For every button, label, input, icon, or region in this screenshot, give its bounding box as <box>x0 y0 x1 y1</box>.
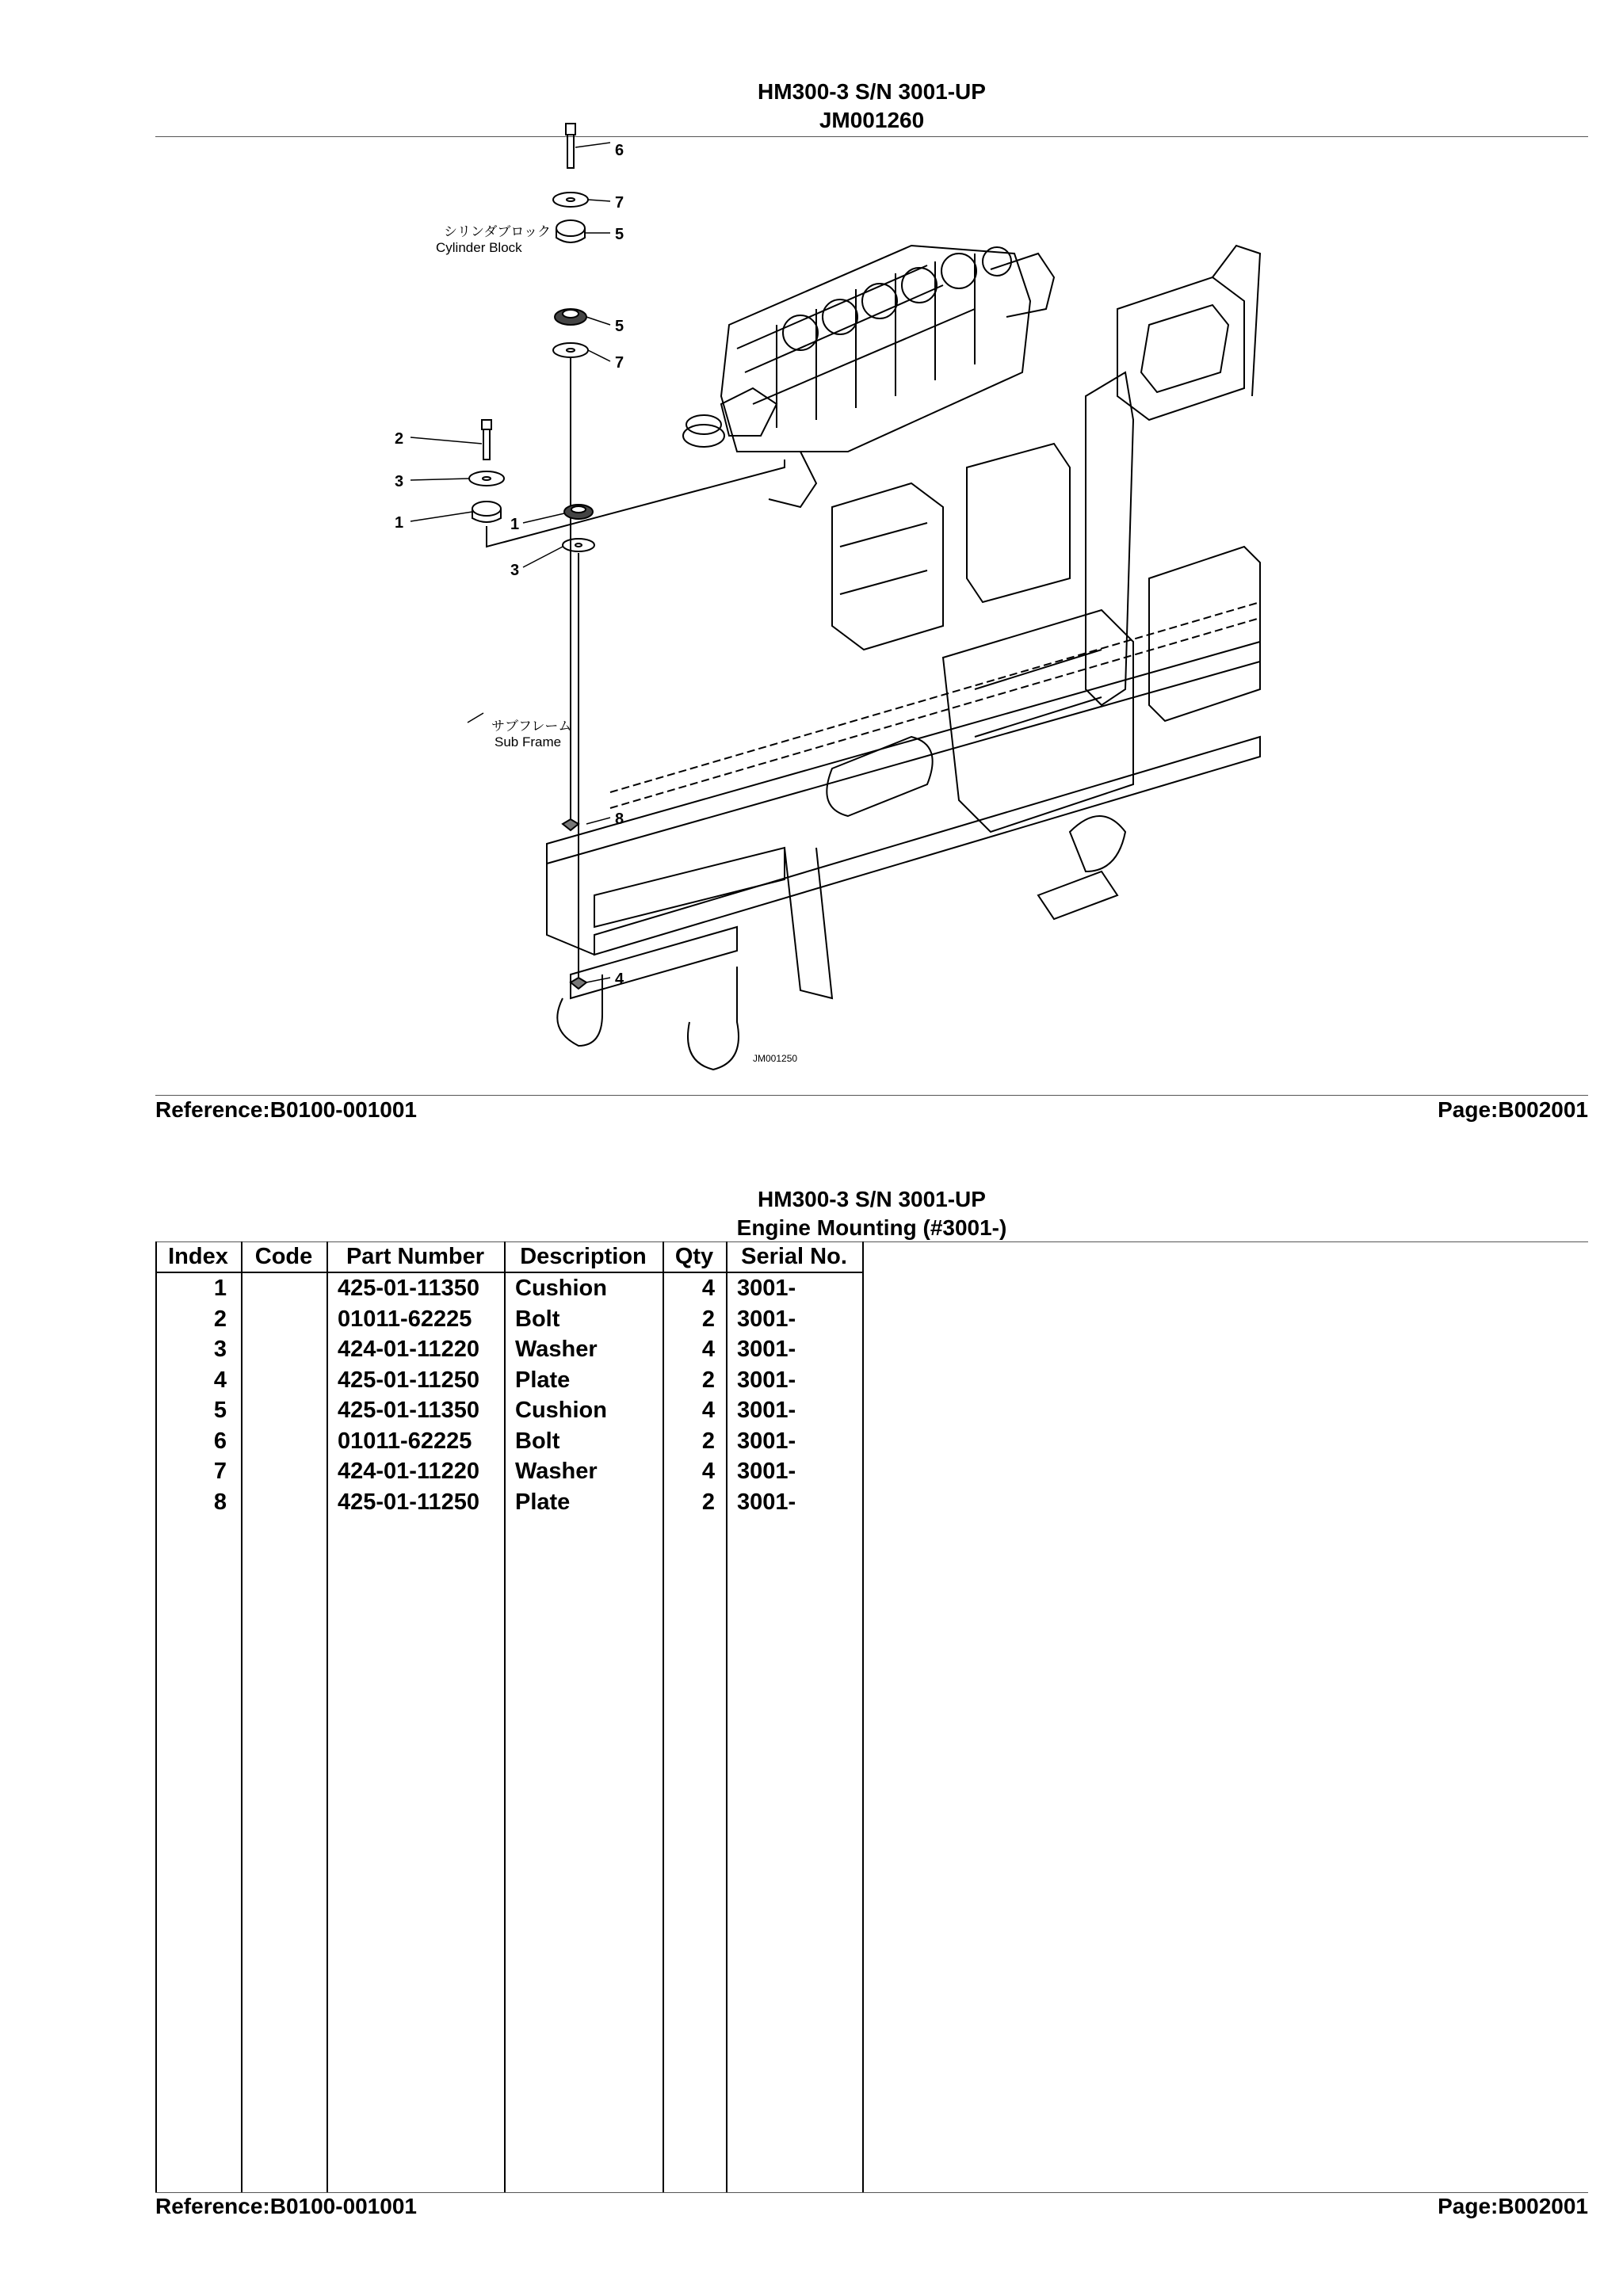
cell-index: 5 <box>213 1398 227 1423</box>
callout-1: 1 <box>395 514 404 532</box>
cell-index: 2 <box>213 1306 227 1332</box>
cell-code <box>241 1487 327 1517</box>
cushion-icon <box>556 220 585 236</box>
washer-icon <box>563 539 594 551</box>
cell-serial: 3001- <box>737 1459 796 1484</box>
cell-description: Cushion <box>515 1398 607 1423</box>
col-header-serial: Serial No. <box>741 1244 847 1269</box>
cylinder-block-label-jp: シリンダブロック <box>444 224 551 239</box>
sub-frame-bracket-left <box>832 483 943 650</box>
cell-description: Bolt <box>515 1306 560 1332</box>
sub-frame-label-en: Sub Frame <box>495 734 562 749</box>
cell-serial: 3001- <box>737 1398 796 1423</box>
cell-serial: 3001- <box>737 1306 796 1332</box>
cell-part-number: 425-01-11250 <box>338 1489 479 1515</box>
cell-index: 1 <box>213 1276 227 1301</box>
frame-rail-middle <box>610 602 1260 808</box>
cell-part-number: 424-01-11220 <box>338 1459 479 1484</box>
diagram-header-model: HM300-3 S/N 3001-UP <box>758 79 986 104</box>
cell-code <box>241 1395 327 1425</box>
callout-5: 5 <box>615 226 624 243</box>
callout-2: 2 <box>395 430 404 448</box>
frame-rail-lower <box>594 737 1260 955</box>
cell-qty: 4 <box>701 1398 715 1423</box>
table-col-border <box>327 1241 328 2192</box>
cell-serial: 3001- <box>737 1367 796 1393</box>
diagram-reference: Reference:B0100-001001 <box>155 1097 417 1122</box>
plate-icon <box>563 819 579 830</box>
callout-1: 1 <box>510 516 520 533</box>
figure-code: JM001250 <box>753 1053 798 1064</box>
callout-8: 8 <box>615 810 624 828</box>
cell-part-number: 425-01-11350 <box>338 1398 479 1423</box>
cell-part-number: 425-01-11350 <box>338 1276 479 1301</box>
callout-3: 3 <box>395 473 404 490</box>
cell-qty: 4 <box>701 1459 715 1484</box>
cell-qty: 2 <box>701 1428 715 1454</box>
callout-7: 7 <box>615 354 624 372</box>
callout-6: 6 <box>615 142 624 159</box>
washer-icon <box>469 471 504 486</box>
cell-description: Bolt <box>515 1428 560 1454</box>
cell-index: 4 <box>213 1367 227 1393</box>
col-header-description: Description <box>520 1244 647 1269</box>
cell-description: Washer <box>515 1337 598 1362</box>
cell-description: Washer <box>515 1459 598 1484</box>
cell-index: 7 <box>213 1459 227 1484</box>
cell-code <box>241 1273 327 1303</box>
cell-code <box>241 1334 327 1364</box>
bolt-icon <box>482 420 491 460</box>
cell-qty: 4 <box>701 1337 715 1362</box>
cell-qty: 2 <box>701 1489 715 1515</box>
cell-description: Plate <box>515 1489 571 1515</box>
cell-code <box>241 1456 327 1486</box>
cell-code <box>241 1304 327 1334</box>
cylinder-block-label-en: Cylinder Block <box>436 240 522 255</box>
col-header-qty: Qty <box>674 1244 714 1269</box>
callout-5: 5 <box>615 318 624 335</box>
parts-reference: Reference:B0100-001001 <box>155 2194 417 2218</box>
cell-qty: 2 <box>701 1306 715 1332</box>
cell-code <box>241 1365 327 1395</box>
diagram-header-figure-id: JM001260 <box>819 108 925 132</box>
sub-frame-label-jp: サブフレーム <box>491 719 572 734</box>
cell-index: 6 <box>213 1428 227 1454</box>
table-col-border <box>862 1241 864 2192</box>
cell-description: Plate <box>515 1367 571 1393</box>
washer-icon <box>553 343 588 357</box>
washer-icon <box>553 193 588 207</box>
table-col-border <box>504 1241 506 2192</box>
cell-part-number: 425-01-11250 <box>338 1367 479 1393</box>
cell-part-number: 01011-62225 <box>338 1428 472 1454</box>
cell-part-number: 01011-62225 <box>338 1306 472 1332</box>
sub-frame-bracket-right <box>967 444 1070 602</box>
parts-header-title: Engine Mounting (#3001-) <box>736 1215 1007 1240</box>
diagram-footer-rule <box>155 1095 1588 1096</box>
cell-serial: 3001- <box>737 1489 796 1515</box>
engine-mount-foot-left <box>721 388 777 436</box>
parts-page-number: Page:B002001 <box>1438 2194 1588 2218</box>
diagram-page-number: Page:B002001 <box>1438 1097 1588 1122</box>
callout-3: 3 <box>510 562 520 579</box>
col-header-part-number: Part Number <box>346 1244 485 1269</box>
cell-serial: 3001- <box>737 1276 796 1301</box>
cell-index: 8 <box>213 1489 227 1515</box>
frame-rail-upper <box>547 642 1260 864</box>
cell-serial: 3001- <box>737 1428 796 1454</box>
engine-mount-foot-right <box>991 254 1054 317</box>
plate-icon <box>571 978 586 989</box>
cell-index: 3 <box>213 1337 227 1362</box>
col-header-code: Code <box>254 1244 313 1269</box>
cell-serial: 3001- <box>737 1337 796 1362</box>
table-col-border <box>726 1241 727 2192</box>
cell-code <box>241 1426 327 1456</box>
cushion-icon <box>472 502 501 516</box>
col-header-index: Index <box>168 1244 228 1269</box>
cell-qty: 2 <box>701 1367 715 1393</box>
callout-7: 7 <box>615 194 624 212</box>
frame-side-plate <box>943 610 1133 832</box>
cell-qty: 4 <box>701 1276 715 1301</box>
cell-description: Cushion <box>515 1276 607 1301</box>
parts-table <box>155 1241 1588 2192</box>
parts-header-model: HM300-3 S/N 3001-UP <box>758 1187 986 1211</box>
callout-4: 4 <box>615 971 624 988</box>
engine-mounting-diagram <box>395 135 1276 1085</box>
cell-part-number: 424-01-11220 <box>338 1337 479 1362</box>
